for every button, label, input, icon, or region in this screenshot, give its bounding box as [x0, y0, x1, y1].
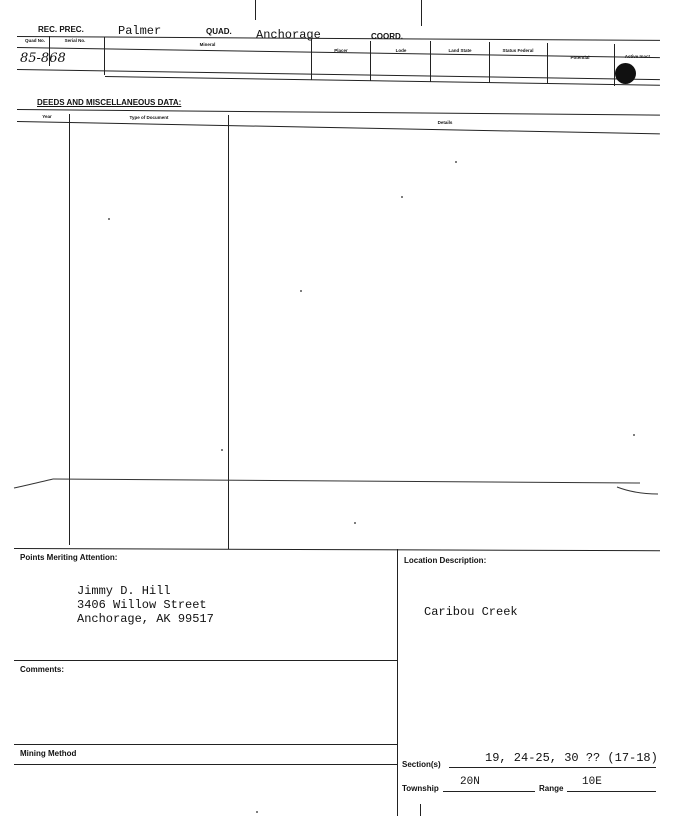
comments-label: Comments:	[20, 665, 65, 674]
sections-underline	[449, 767, 656, 768]
scan-speck	[455, 161, 457, 163]
col-divider	[614, 44, 615, 86]
page-fold-line	[0, 470, 678, 500]
quad-label: QUAD.	[206, 27, 232, 36]
scan-speck	[300, 290, 302, 292]
sections-value: 19, 24-25, 30 ?? (17-18)	[485, 751, 658, 765]
placer-header: Placer	[334, 48, 348, 53]
coord-label: COORD.	[371, 32, 403, 41]
scan-speck	[633, 434, 635, 436]
township-label: Township	[402, 784, 439, 793]
location-description-value: Caribou Creek	[424, 605, 518, 619]
col-divider	[547, 43, 548, 84]
mining-method-rule	[14, 764, 397, 765]
scan-speck	[108, 218, 110, 220]
col-divider	[104, 37, 105, 75]
points-line-3: Anchorage, AK 99517	[77, 612, 214, 626]
scan-speck	[354, 522, 356, 524]
header-table-bottom	[17, 69, 660, 80]
range-label: Range	[539, 784, 564, 793]
rec-prec-label: REC. PREC.	[38, 25, 84, 34]
mineral-header: Mineral	[199, 42, 216, 47]
header-rule	[17, 36, 660, 41]
col-divider	[49, 36, 50, 66]
quad-no-header: Quad No.	[25, 38, 45, 43]
points-meriting-attention-label: Points Meriting Attention:	[20, 553, 118, 562]
details-header: Details	[437, 120, 453, 125]
scan-edge-line	[255, 0, 256, 20]
quad-value: Anchorage	[256, 28, 321, 42]
points-line-1: Jimmy D. Hill	[77, 584, 171, 598]
year-header: Year	[42, 114, 52, 119]
col-divider	[370, 41, 371, 81]
land-state-header: Land State	[448, 48, 472, 53]
status-federal-header: Status Federal	[502, 48, 534, 53]
range-value: 10E	[582, 776, 602, 788]
col-divider	[311, 40, 312, 80]
township-value: 20N	[460, 776, 480, 788]
points-line-2: 3406 Willow Street	[77, 598, 207, 612]
lower-section-top-rule	[14, 548, 660, 551]
scan-speck	[221, 449, 223, 451]
mining-method-label: Mining Method	[20, 749, 77, 758]
type-of-document-header: Type of Document	[129, 115, 169, 120]
township-underline	[443, 791, 535, 792]
scan-edge-line	[420, 804, 421, 816]
location-description-label: Location Description:	[404, 556, 487, 565]
scan-speck	[256, 811, 258, 813]
potential-header: Potential	[570, 55, 590, 60]
scan-speck	[401, 196, 403, 198]
active-inact-header: Active Inact.	[624, 54, 652, 59]
deeds-title: DEEDS AND MISCELLANEOUS DATA:	[37, 98, 182, 107]
col-divider	[430, 41, 431, 82]
comments-top-rule	[14, 660, 397, 661]
active-filled-circle	[615, 63, 636, 84]
col-divider	[489, 42, 490, 83]
mining-method-top-rule	[14, 744, 397, 745]
scan-edge-line	[421, 0, 422, 26]
sections-label: Section(s)	[402, 760, 441, 769]
range-underline	[567, 791, 656, 792]
lode-header: Lode	[395, 48, 407, 53]
lower-middle-divider	[397, 549, 398, 816]
serial-no-header: Serial No.	[64, 38, 86, 43]
quad-serial-value: 85-868	[20, 51, 66, 66]
rec-prec-value: Palmer	[118, 24, 162, 38]
